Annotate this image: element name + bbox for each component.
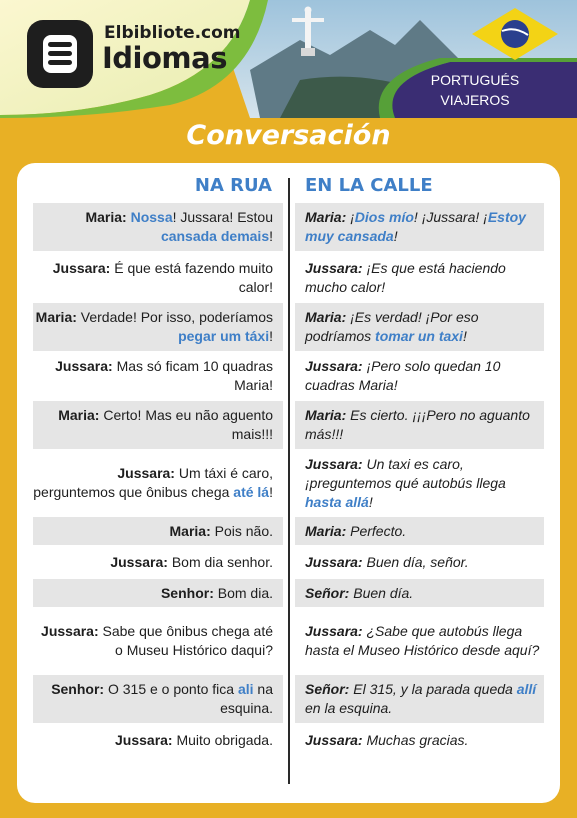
speaker-name: Jussara: [41, 623, 99, 639]
line-text: Buen día, señor. [362, 553, 469, 570]
line-text: ! [269, 484, 273, 500]
line-text: Um táxi é caro, perguntemos que ônibus chega [33, 465, 273, 500]
highlighted-phrase: pegar um táxi [178, 328, 270, 344]
speaker-name: Maria: [58, 407, 100, 423]
dialogue-row [33, 401, 544, 449]
portuguese-line [33, 203, 283, 251]
line-text: Muchas gracias. [362, 731, 469, 748]
brand-site: Elbibliote.com [104, 23, 241, 43]
page-title: Conversación [186, 120, 391, 151]
speaker-name: Jussara: [305, 731, 363, 748]
category-badge [410, 70, 540, 116]
speaker-name: Maria: [305, 209, 347, 225]
speaker-name: Senhor: [51, 681, 105, 697]
speaker-name: Maria: [85, 209, 127, 225]
spanish-line [295, 353, 544, 399]
portuguese-line [33, 255, 283, 301]
line-text: Buen día. [349, 584, 414, 601]
highlighted-phrase: tomar un taxi [375, 328, 463, 344]
speaker-name: Jussara: [117, 465, 175, 481]
highlighted-phrase: até lá [233, 484, 270, 500]
speaker-name: Maria: [305, 309, 347, 325]
speaker-name: Jussara: [305, 358, 363, 374]
line-text: na esquina. [220, 681, 273, 716]
portuguese-line [33, 303, 283, 351]
logo [27, 20, 93, 88]
line-text: ¿Sabe que autobús llega hasta el Museo Histórico desde aquí? [305, 623, 540, 658]
portuguese-line [33, 401, 283, 449]
speaker-name: Jussara: [110, 553, 168, 570]
highlighted-phrase: ali [237, 681, 254, 697]
dialogue-row [33, 353, 544, 399]
line-text: Un taxi es caro, ¡preguntemos qué autobús llega [305, 455, 506, 491]
column-header-portuguese: NA RUA [194, 175, 272, 196]
column-header-spanish: EN LA CALLE [305, 175, 433, 196]
speaker-name: Jussara: [305, 553, 363, 570]
speaker-name: Jussara: [305, 455, 363, 472]
line-text: en la esquina. [305, 700, 393, 716]
line-text: ! [269, 328, 273, 344]
line-text: ! [462, 328, 467, 344]
highlighted-phrase: allí [516, 681, 537, 697]
brand-name: Idiomas [102, 41, 227, 75]
line-text: ¡ [346, 209, 355, 225]
brazil-flag-icon [470, 6, 560, 62]
line-text: ! [269, 228, 273, 244]
dialogue-row [33, 255, 544, 301]
line-text: Mas só ficam 10 quadras Maria! [112, 358, 273, 393]
speaker-name: Jussara: [305, 623, 363, 639]
dialogue-row [33, 517, 544, 545]
dialogue-row [33, 547, 544, 577]
highlighted-phrase: Nossa [130, 209, 173, 225]
dialogue-row [33, 675, 544, 723]
header [0, 0, 577, 118]
spanish-line [295, 579, 544, 607]
dialogue-row [33, 203, 544, 251]
badge-topic: VIAJEROS [440, 92, 510, 108]
speaker-name: Maria: [305, 522, 347, 539]
line-text: ¡Pero solo quedan 10 cuadras Maria! [305, 358, 501, 393]
speaker-name: Jussara: [305, 260, 363, 276]
line-text: ! [368, 493, 373, 510]
speaker-name: Maria: [305, 407, 347, 423]
line-text: Bom dia senhor. [167, 553, 273, 570]
spanish-line [295, 609, 544, 673]
dialogue-row [33, 451, 544, 515]
portuguese-line [33, 353, 283, 399]
logo-icon [43, 35, 77, 73]
highlighted-phrase: Estoy muy cansada [305, 209, 526, 244]
speaker-name: Maria: [35, 309, 77, 325]
highlighted-phrase: hasta allá [305, 493, 369, 510]
dialogue-row [33, 725, 544, 755]
speaker-name: Señor: [305, 584, 350, 601]
badge-language: PORTUGUÉS [430, 72, 520, 88]
line-text: Perfecto. [346, 522, 407, 539]
spanish-line [295, 517, 544, 545]
line-text: Certo! Mas eu não aguento mais!!! [99, 407, 273, 442]
spanish-line [295, 451, 544, 515]
dialogue-row [33, 579, 544, 607]
portuguese-line [33, 547, 283, 577]
portuguese-line [33, 675, 283, 723]
speaker-name: Senhor: [160, 584, 214, 601]
line-text: ! Jussara! Estou [172, 209, 273, 225]
line-text: Bom dia. [213, 584, 273, 601]
spanish-line [295, 203, 544, 251]
line-text: Verdade! Por isso, poderíamos [76, 309, 273, 325]
portuguese-line [33, 517, 283, 545]
highlighted-phrase: cansada demais [160, 228, 270, 244]
spanish-line [295, 303, 544, 351]
line-text: Muito obrigada. [172, 731, 273, 748]
portuguese-line [33, 451, 283, 515]
dialogue-row [33, 303, 544, 351]
highlighted-phrase: Dios mío [354, 209, 414, 225]
line-text: Es cierto. ¡¡¡Pero no aguanto más!!! [305, 407, 530, 442]
dialogue-row [33, 609, 544, 673]
spanish-line [295, 401, 544, 449]
speaker-name: Maria: [169, 522, 211, 539]
portuguese-line [33, 579, 283, 607]
line-text: Sabe que ônibus chega até o Museu Histórico daqui? [98, 623, 273, 658]
line-text: ! [393, 228, 398, 244]
speaker-name: Jussara: [115, 731, 173, 748]
portuguese-line [33, 725, 283, 755]
speaker-name: Jussara: [55, 358, 113, 374]
line-text: ¡Es verdad! ¡Por eso podríamos [305, 309, 479, 344]
speaker-name: Señor: [305, 681, 350, 697]
line-text: El 315, y la parada queda [349, 681, 517, 697]
line-text: Pois não. [210, 522, 273, 539]
spanish-line [295, 725, 544, 755]
line-text: ! ¡Jussara! ¡ [413, 209, 488, 225]
portuguese-line [33, 609, 283, 673]
line-text: O 315 e o ponto fica [104, 681, 238, 697]
line-text: É que está fazendo muito calor! [110, 260, 273, 295]
spanish-line [295, 675, 544, 723]
spanish-line [295, 255, 544, 301]
spanish-line [295, 547, 544, 577]
line-text: ¡Es que está haciendo mucho calor! [305, 260, 506, 295]
speaker-name: Jussara: [52, 260, 111, 276]
